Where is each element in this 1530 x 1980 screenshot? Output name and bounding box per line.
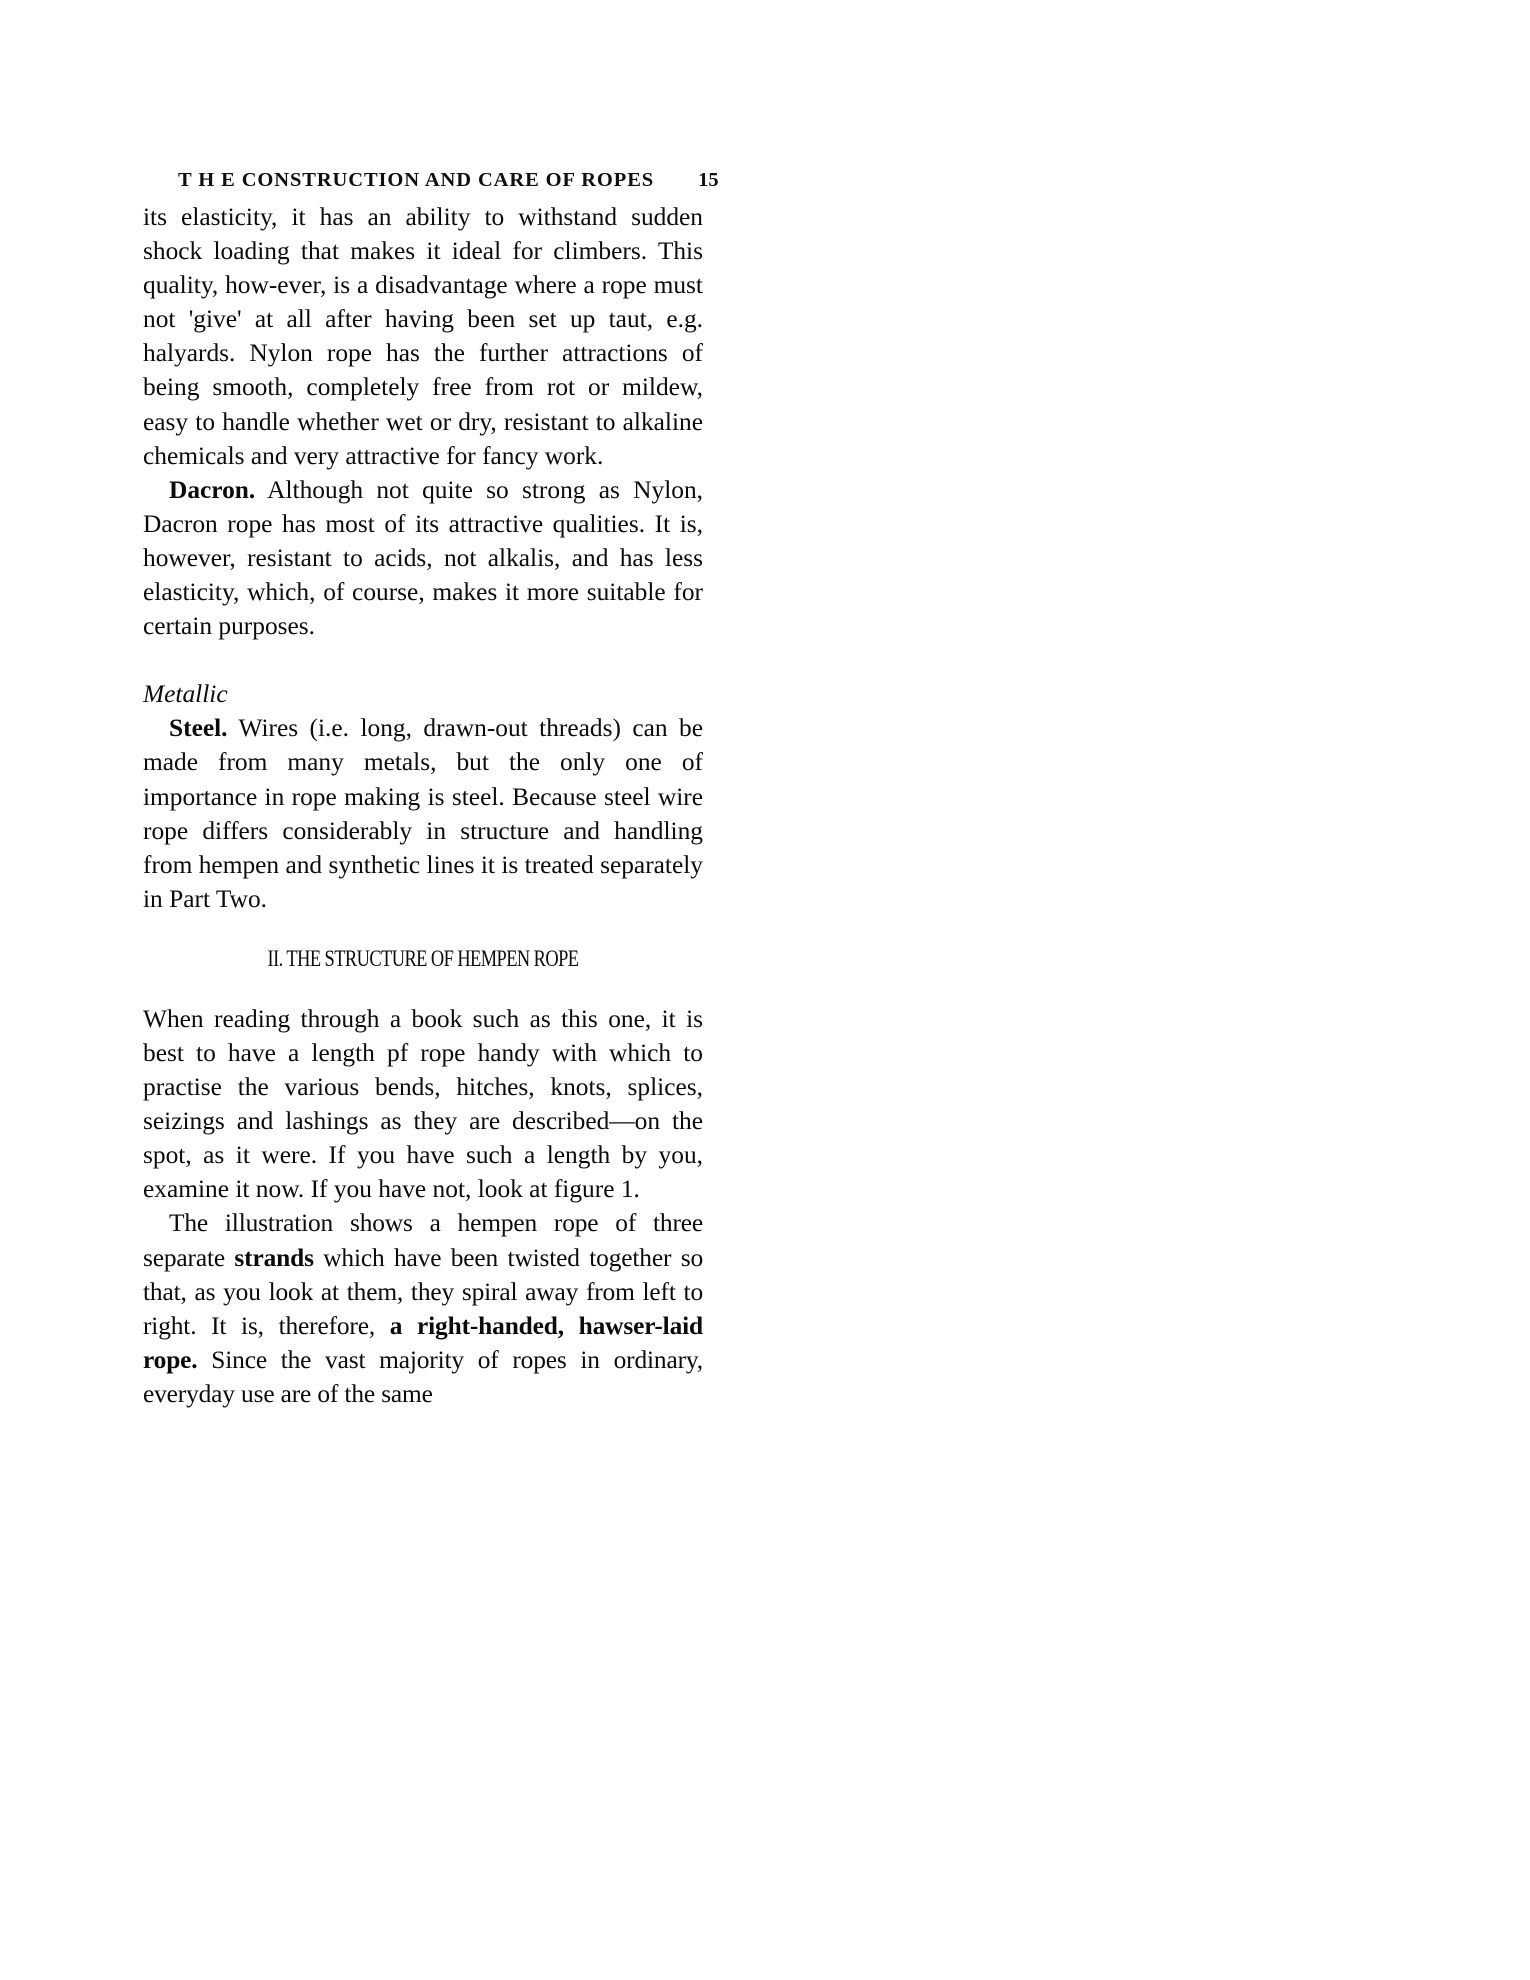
paragraph-dacron-text: Although not quite so strong as Nylon, Dacron rope has most of its attractive qualities. It is, however, resistant to acids, not alkalis, and has less elasticity, which, of course, makes it more suitable for certain purposes. — [143, 475, 703, 641]
paragraph-illustration — [143, 1206, 703, 1411]
paragraph-dacron-lead: Dacron. — [169, 475, 256, 504]
section-heading: II. THE STRUCTURE OF HEMPEN ROPE — [267, 945, 579, 971]
paragraph-steel-lead: Steel. — [169, 714, 228, 743]
paragraph-dacron — [143, 473, 703, 643]
paragraph-illustration-part2: which have been twisted together so that, as you look at them, they spiral away from left to right. It is, therefore, — [143, 1243, 703, 1340]
paragraph-nylon-text: its elasticity, it has an ability to withstand sudden shock loading that makes it ideal for climbers. This quality, how-ever, is a disadvantage where a rope must not 'give' at all after having been set up taut, e.g. halyards. Nylon rope has the further attractions of being smooth, completely free from rot or mildew, easy to handle whether wet or dry, resistant to alkaline chemicals and very attractive for fancy work. — [143, 203, 703, 470]
subheading-metallic: Metallic — [143, 680, 228, 709]
paragraph-steel — [143, 711, 703, 916]
page-number: 15 — [698, 169, 719, 191]
paragraph-reading-text: When reading through a book such as this one, it is best to have a length pf rope handy with which to practise the various bends, hitches, knots, splices, seizings and lashings as they are described—on the spot, as it were. If you have such a length by you, examine it now. If you have not, look at figure 1. — [143, 1004, 703, 1204]
paragraph-illustration-part1: The illustration shows a hempen rope of three separate — [143, 1209, 703, 1272]
paragraph-illustration-bold-strands: strands — [234, 1243, 314, 1272]
running-header-title: T H E CONSTRUCTION AND CARE OF ROPES — [178, 169, 655, 191]
spacer-before-metallic — [143, 643, 703, 677]
paragraph-nylon — [143, 200, 703, 473]
section-heading-wrap — [143, 916, 703, 1002]
paragraph-illustration-part3: Since the vast majority of ropes in ordinary, everyday use are of the same — [143, 1345, 703, 1408]
text-column — [143, 200, 703, 1411]
paragraph-illustration-bold-rope-type: a right-handed, hawser-laid rope. — [143, 1311, 703, 1374]
running-header — [178, 169, 719, 192]
paragraph-reading — [143, 1002, 703, 1207]
paragraph-steel-text: Wires (i.e. long, drawn-out threads) can be made from many metals, but the only one of importance in rope making is steel. Because steel wire rope differs considerably in structure and handling from hempen and synthetic lines it is treated separately in Part Two. — [143, 714, 703, 913]
